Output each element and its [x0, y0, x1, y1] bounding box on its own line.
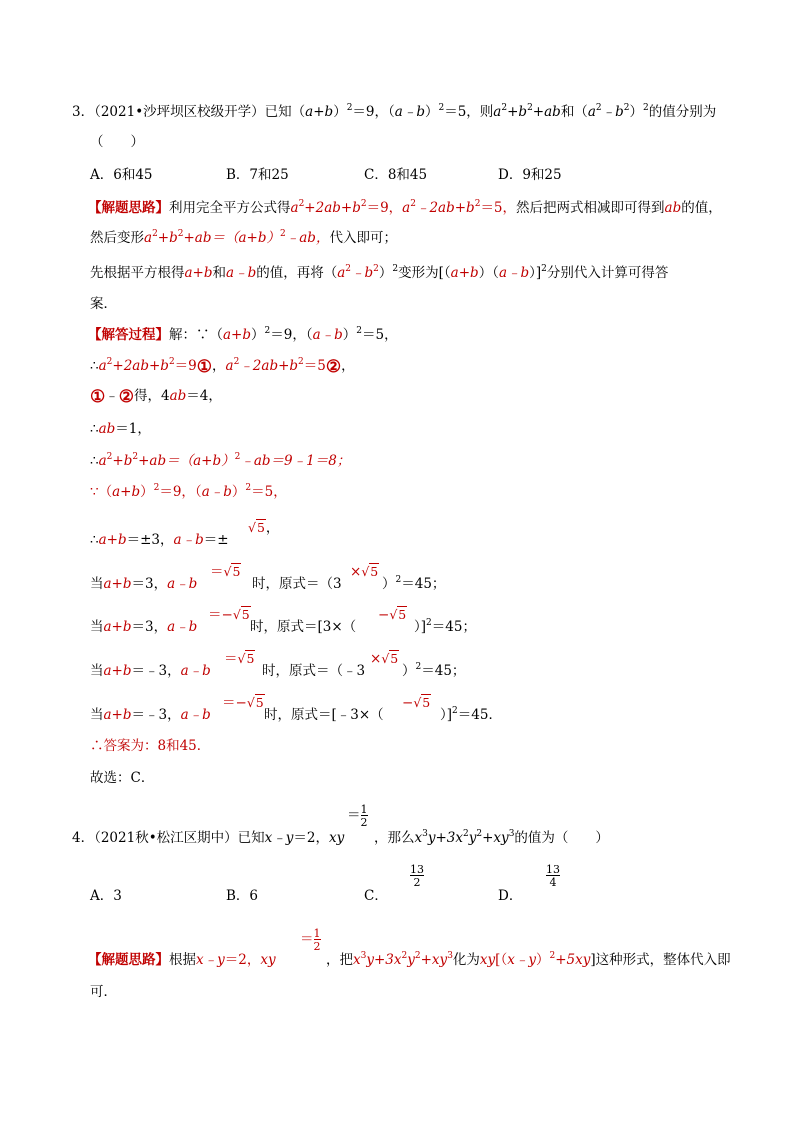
q4-number: 4．: [72, 830, 95, 846]
q3-solution-line-6: $\because(a+b)^2=9$，（a﹣b）$^2$＝5，: [90, 483, 287, 500]
q3-source: （2021•沙坪坝区校级开学）: [94, 104, 265, 120]
solution-label: 【解答过程】: [88, 327, 169, 343]
q4-approach-line-1: 【解题思路】根据x﹣y＝2，xy: [88, 952, 276, 968]
q3-solution-line-3: ①﹣②得，4ab＝4，: [90, 387, 222, 407]
circled-two: ②: [325, 357, 342, 377]
q3-approach-line-3: 先根据平方根得a+b和a﹣b的值，再将$(a^2﹣b^2)^2$变形为[（a+b）（a﹣b）]$^2$分别代入计算可得答: [90, 264, 669, 281]
fraction-one-half: $\frac{1}{2}$: [313, 927, 321, 953]
q3-solution-line-4: ∴ab＝1，: [90, 421, 151, 437]
q4-option-b: B．6: [226, 888, 259, 904]
q3-case-4: 当a+b＝﹣3，a﹣b: [90, 707, 211, 723]
q3-final: 故选：C．: [90, 770, 155, 786]
q3-number: 3．: [72, 104, 95, 120]
q3-case-3: 当a+b＝﹣3，a﹣b: [90, 663, 211, 679]
q3-option-d: D．9和25: [498, 167, 562, 183]
q3-solution-line-7: ∴a+b＝±3，a﹣b＝±: [90, 532, 229, 548]
approach-label: 【解题思路】: [88, 200, 169, 216]
fraction-13-4: $\frac{13}{4}$: [546, 863, 560, 889]
q3-approach-line-1: 【解题思路】利用完全平方公式得$a^2+2ab+b^2=9$，$a^2﹣2ab+b^2=5$，然后把两式相减即可得到ab的值，: [88, 199, 722, 216]
q3-approach-line-2: 然后变形$a^2+b^2+ab=(a+b)^2﹣ab$，代入即可；: [90, 229, 397, 246]
q3-option-c: C．8和45: [364, 167, 428, 183]
q4-option-c: C．: [364, 888, 388, 904]
q3-blank: （ ）: [90, 134, 144, 150]
q3-option-a: A．6和45: [90, 167, 153, 183]
fraction-one-half: $\frac{1}{2}$: [360, 803, 368, 829]
q3-sqrt5-a: √5，: [248, 520, 280, 536]
q4-option-d: D．: [498, 888, 523, 904]
fraction-13-2: $\frac{13}{2}$: [410, 863, 424, 889]
q3-solution-line-2: $\therefore a^2+2ab+b^2=9①$，$a^2﹣2ab+b^2=5②$，: [90, 357, 355, 377]
q3-solution-line-1: 【解答过程】解：$\because(a+b)^2=9$，（a﹣b）$^2$＝5，: [88, 326, 398, 343]
q3-answer: ∴答案为：8和45．: [90, 738, 211, 754]
q4-option-a: A．3: [90, 888, 122, 904]
q3-solution-line-5: $\therefore a^2+b^2+ab=(a+b)^2﹣ab=9﹣1=8$；: [90, 452, 351, 469]
sqrt-symbol: √5: [248, 520, 265, 535]
q4-approach-line-2: 可．: [90, 984, 117, 1000]
q3-stem: 3．（2021•沙坪坝区校级开学）已知$(a+b)^2=9$，（a﹣b）$^2$＝5，则$a^2+b^2+ab$和$(a^2﹣b^2)^2$的值分别为: [72, 103, 717, 120]
q3-approach-line-4: 案．: [90, 296, 117, 312]
q4-source: （2021秋•松江区期中）: [94, 830, 238, 846]
q3-case-2: 当a+b＝3，a﹣b: [90, 619, 198, 635]
q3-option-b: B．7和25: [226, 167, 289, 183]
circled-one: ①: [196, 357, 213, 377]
q3-case-1: 当a+b＝3，a﹣b: [90, 576, 198, 592]
q4-stem: 4．（2021秋•松江区期中）已知x﹣y＝2，xy: [72, 830, 345, 846]
approach-label: 【解题思路】: [88, 952, 169, 968]
